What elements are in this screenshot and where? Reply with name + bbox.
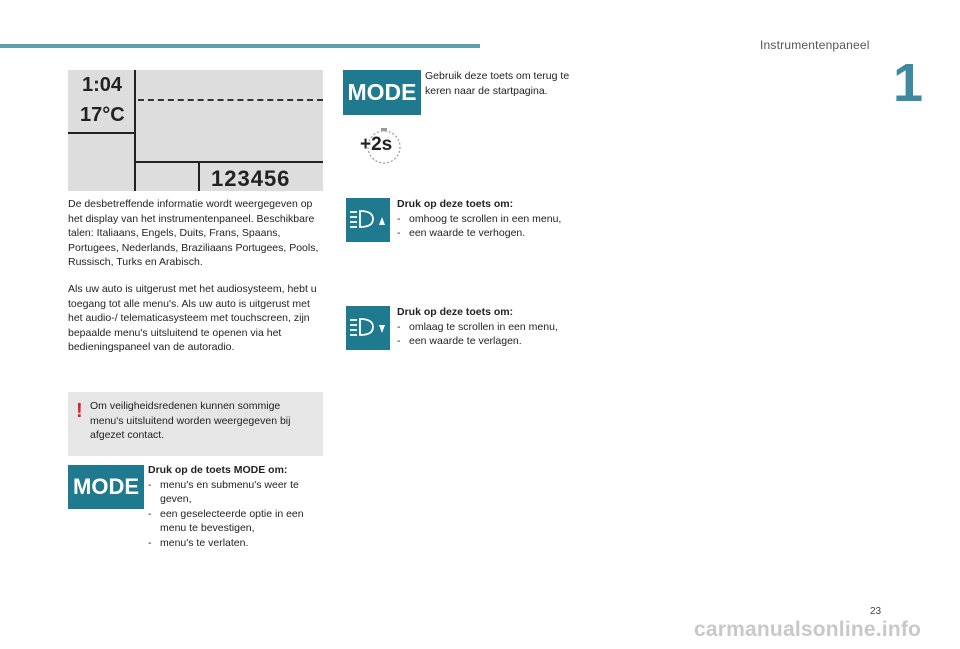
- section-title: Instrumentenpaneel: [760, 38, 870, 52]
- down-key-description: [397, 305, 587, 349]
- mode-button: MODE: [68, 465, 144, 509]
- display-divider-vertical: [134, 70, 136, 191]
- list-item: - een waarde te verlagen.: [397, 335, 522, 347]
- display-divider-odo: [198, 161, 200, 191]
- mode-press-heading: Druk op de toets MODE om:: [148, 464, 288, 476]
- display-divider-bottom: [134, 161, 323, 163]
- chapter-number: 1: [893, 53, 924, 113]
- watermark: carmanualsonline.info: [694, 618, 922, 641]
- up-key-heading: Druk op deze toets om:: [397, 198, 514, 210]
- mode-press-description: [148, 463, 324, 550]
- list-item: - menu's te verlaten.: [148, 536, 249, 549]
- down-key-heading: Druk op deze toets om:: [397, 306, 514, 318]
- list-item: - omhoog te scrollen in een menu,: [397, 212, 562, 225]
- list-item: - een waarde te verhogen.: [397, 227, 526, 239]
- up-key-icon: [346, 198, 390, 242]
- list-item: - een geselecteerde optie in een menu te bevestigen,: [148, 507, 304, 534]
- display-odometer: 123456: [211, 166, 291, 191]
- up-key-description: [397, 197, 587, 241]
- hold-timer-icon: [358, 126, 402, 166]
- paragraph-languages: De desbetreffende informatie wordt weergegeven op het display van het instrumentenpaneel. Beschikbare talen: Italiaans, Engels, Duits, Frans, Spaans, Portugees, Nederlands, Braziliaans Portugees, Pools, Russisch, Turks en Arabisch.: [68, 198, 319, 268]
- display-dashed-line: [138, 99, 323, 101]
- hold-label: +2s: [360, 134, 393, 155]
- warning-box: [68, 392, 323, 456]
- mode-long-description: Gebruik deze toets om terug te keren naar de startpagina.: [425, 70, 570, 97]
- headlamp-down-icon: [346, 306, 390, 350]
- list-item: - omlaag te scrollen in een menu,: [397, 320, 558, 333]
- mode-button-long: MODE: [343, 70, 421, 115]
- display-divider-left: [68, 132, 136, 134]
- instrument-display: [68, 70, 323, 191]
- header-bar: [0, 44, 480, 48]
- paragraph-audio: Als uw auto is uitgerust met het audiosysteem, hebt u toegang tot alle menu's. Als uw auto is uitgerust met het audio-/ telematicasysteem met touchscreen, zijn bepaalde menu's uitsluitend te openen via het bedieningspaneel van de autoradio.: [68, 283, 317, 353]
- list-item: - menu's en submenu's weer te geven,: [148, 478, 299, 505]
- display-temperature: 17°C: [80, 104, 125, 126]
- down-key-icon: [346, 306, 390, 350]
- page-number: 23: [870, 606, 882, 617]
- headlamp-up-icon: [346, 198, 390, 242]
- warning-icon: !: [76, 400, 83, 422]
- display-clock: 1:04: [82, 74, 123, 96]
- warning-text: Om veiligheidsredenen kunnen sommige menu's uitsluitend worden weergegeven bij afgezet contact.: [90, 400, 291, 441]
